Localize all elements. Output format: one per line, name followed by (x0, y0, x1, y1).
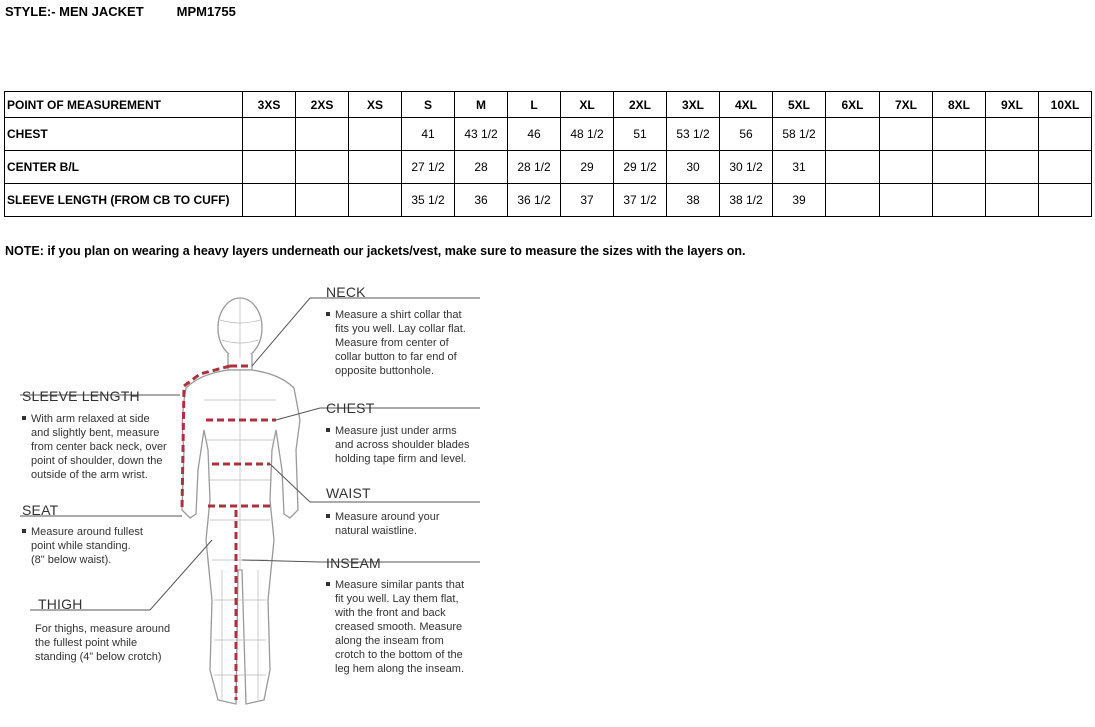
guide-line-text: For thighs, measure around (35, 623, 171, 635)
table-cell (986, 184, 1039, 217)
table-cell (349, 184, 402, 217)
waist-title: WAIST (326, 485, 371, 501)
table-cell: 51 (614, 118, 667, 151)
table-cell (349, 151, 402, 184)
table-cell (243, 118, 296, 151)
guide-line (326, 452, 470, 466)
table-cell (826, 184, 880, 217)
header-size-3xs: 3XS (243, 92, 296, 118)
header-size-7xl: 7XL (880, 92, 933, 118)
table-cell: 29 1/2 (614, 151, 667, 184)
table-cell: 28 (455, 151, 508, 184)
style-code: MPM1755 (176, 4, 236, 19)
inseam-desc (326, 578, 464, 676)
header-point-of-measurement: POINT OF MEASUREMENT (5, 92, 243, 118)
table-cell (296, 118, 349, 151)
size-chart-table (4, 91, 1092, 217)
guide-line-text: collar button to far end of (335, 351, 457, 363)
guide-line (22, 553, 143, 567)
guide-line (22, 454, 167, 468)
sleeve-length-desc (22, 412, 167, 482)
table-cell: 56 (720, 118, 773, 151)
header-size-8xl: 8XL (933, 92, 986, 118)
guide-line-text: the fullest point while (35, 637, 138, 649)
guide-line (326, 620, 464, 634)
guide-line (22, 468, 167, 482)
guide-line-text: opposite buttonhole. (335, 365, 435, 377)
seat-desc (22, 525, 143, 567)
guide-line-text: natural waistline. (335, 525, 417, 537)
table-cell: 36 (455, 184, 508, 217)
neck-title: NECK (326, 284, 366, 300)
page-header (5, 4, 236, 19)
guide-line (326, 438, 470, 452)
table-cell (243, 184, 296, 217)
table-cell: 58 1/2 (773, 118, 826, 151)
guide-line (22, 539, 143, 553)
table-cell: 41 (402, 118, 455, 151)
guide-line (326, 592, 464, 606)
guide-line (326, 606, 464, 620)
header-size-m: M (455, 92, 508, 118)
table-cell (933, 151, 986, 184)
table-cell: 48 1/2 (561, 118, 614, 151)
table-cell: 53 1/2 (667, 118, 720, 151)
guide-line (326, 364, 466, 378)
guide-line-text: leg hem along the inseam. (335, 663, 465, 675)
table-cell (296, 184, 349, 217)
guide-line (326, 336, 466, 350)
table-cell: 38 1/2 (720, 184, 773, 217)
header-size-9xl: 9XL (986, 92, 1039, 118)
bullet-icon (326, 582, 330, 586)
table-cell (1039, 118, 1092, 151)
guide-line-text: crotch to the bottom of the (335, 649, 463, 661)
guide-line-text: with the front and back (335, 607, 446, 619)
header-size-xs: XS (349, 92, 402, 118)
header-size-3xl: 3XL (667, 92, 720, 118)
header-size-6xl: 6XL (826, 92, 880, 118)
seat-title: SEAT (22, 502, 59, 518)
guide-line-text: point of shoulder, down the (31, 455, 163, 467)
guide-line-text: and slightly bent, measure (31, 427, 160, 439)
guide-line (326, 578, 464, 592)
header-size-5xl: 5XL (773, 92, 826, 118)
guide-line (326, 662, 464, 676)
table-header-row (5, 92, 1092, 118)
guide-line-text: Measure a shirt collar that (335, 309, 462, 321)
table-cell: 37 1/2 (614, 184, 667, 217)
guide-line (326, 350, 466, 364)
table-cell (986, 118, 1039, 151)
table-cell: 29 (561, 151, 614, 184)
guide-line-text: Measure around fullest (31, 526, 143, 538)
header-size-10xl: 10XL (1039, 92, 1092, 118)
figure-outline (182, 298, 300, 704)
table-cell (880, 151, 933, 184)
table-cell (986, 151, 1039, 184)
table-cell: 36 1/2 (508, 184, 561, 217)
table-cell (1039, 184, 1092, 217)
measurement-guide (0, 270, 560, 727)
guide-line-text: fit you well. Lay them flat, (335, 593, 459, 605)
table-cell (826, 118, 880, 151)
table-cell: 27 1/2 (402, 151, 455, 184)
guide-line-text: Measure similar pants that (335, 579, 464, 591)
guide-line (35, 650, 170, 664)
layer-note: NOTE: if you plan on wearing a heavy layers underneath our jackets/vest, make sure to measure the sizes with the layers on. (5, 244, 746, 258)
table-row (5, 184, 1092, 217)
table-cell: 35 1/2 (402, 184, 455, 217)
table-cell (933, 184, 986, 217)
table-cell (880, 118, 933, 151)
guide-line-text: point while standing. (31, 540, 131, 552)
guide-line (35, 636, 170, 650)
table-cell: 43 1/2 (455, 118, 508, 151)
table-cell: 31 (773, 151, 826, 184)
table-row (5, 151, 1092, 184)
guide-line-text: holding tape firm and level. (335, 453, 467, 465)
bullet-icon (22, 529, 26, 533)
table-cell: 28 1/2 (508, 151, 561, 184)
chest-title: CHEST (326, 400, 375, 416)
guide-line-text: Measure just under arms (335, 425, 457, 437)
guide-line (326, 308, 466, 322)
guide-line-text: Measure from center of (335, 337, 449, 349)
guide-line-text: outside of the arm wrist. (31, 469, 148, 481)
table-cell (349, 118, 402, 151)
header-size-s: S (402, 92, 455, 118)
neck-desc (326, 308, 466, 378)
bullet-icon (22, 416, 26, 420)
bullet-icon (326, 514, 330, 518)
table-cell (933, 118, 986, 151)
header-size-2xl: 2XL (614, 92, 667, 118)
table-cell: 46 (508, 118, 561, 151)
table-cell (243, 151, 296, 184)
table-cell: 39 (773, 184, 826, 217)
guide-line (326, 322, 466, 336)
table-cell: 38 (667, 184, 720, 217)
guide-line (22, 426, 167, 440)
header-size-xl: XL (561, 92, 614, 118)
table-cell (1039, 151, 1092, 184)
guide-line-text: from center back neck, over (31, 441, 167, 453)
table-row (5, 118, 1092, 151)
style-label: STYLE:- MEN JACKET (5, 4, 144, 19)
table-cell: 30 (667, 151, 720, 184)
guide-line-text: Measure around your (335, 511, 440, 523)
inseam-title: INSEAM (326, 555, 381, 571)
header-size-2xs: 2XS (296, 92, 349, 118)
guide-line-text: along the inseam from (335, 635, 444, 647)
guide-line-text: and across shoulder blades (335, 439, 470, 451)
guide-line (326, 648, 464, 662)
guide-line-text: (8" below waist). (31, 554, 112, 566)
guide-line (22, 440, 167, 454)
table-cell (296, 151, 349, 184)
guide-line (326, 524, 440, 538)
table-cell: 37 (561, 184, 614, 217)
header-size-l: L (508, 92, 561, 118)
row-label: CHEST (5, 118, 243, 151)
header-size-4xl: 4XL (720, 92, 773, 118)
bullet-icon (326, 312, 330, 316)
thigh-desc (35, 622, 170, 664)
sleeve-length-title: SLEEVE LENGTH (22, 388, 140, 404)
table-cell: 30 1/2 (720, 151, 773, 184)
bullet-icon (326, 428, 330, 432)
guide-line (35, 622, 170, 636)
chest-desc (326, 424, 470, 466)
table-cell (826, 151, 880, 184)
waist-desc (326, 510, 440, 538)
guide-line-text: standing (4” below crotch) (35, 651, 162, 663)
guide-line (22, 525, 143, 539)
guide-line-text: fits you well. Lay collar flat. (335, 323, 466, 335)
guide-line (326, 634, 464, 648)
guide-line (22, 412, 167, 426)
guide-line-text: With arm relaxed at side (31, 413, 150, 425)
guide-line-text: creased smooth. Measure (335, 621, 463, 633)
guide-line (326, 424, 470, 438)
row-label: CENTER B/L (5, 151, 243, 184)
row-label: SLEEVE LENGTH (FROM CB TO CUFF) (5, 184, 243, 217)
thigh-title: THIGH (38, 596, 83, 612)
table-cell (880, 184, 933, 217)
guide-line (326, 510, 440, 524)
